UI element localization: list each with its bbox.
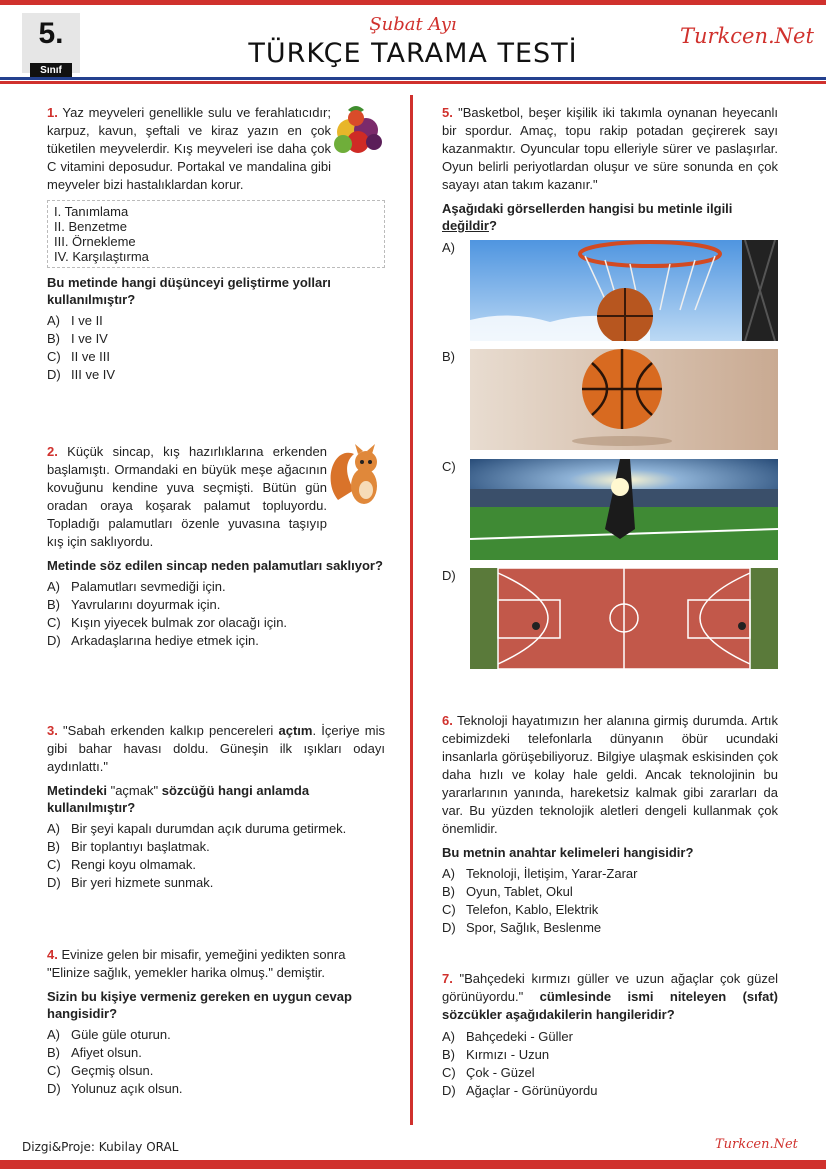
q2-option-b[interactable] (47, 596, 385, 614)
question-4 (47, 946, 385, 1098)
q4-option-d[interactable] (47, 1080, 385, 1098)
q5-q-part: Aşağıdaki görsellerden hangisi bu metinle ilgili (442, 201, 733, 216)
option-text: Yolunuz açık olsun. (71, 1081, 183, 1096)
option-letter: C) (47, 857, 61, 872)
question-7 (442, 970, 778, 1100)
q1-number: 1. (47, 105, 58, 120)
header-blue-stripe (0, 77, 826, 80)
q7-text: "Bahçedeki kırmızı güller ve uzun ağaçlar çok güzel görünüyordu." (442, 971, 778, 1004)
option-letter: C) (47, 1063, 61, 1078)
q1-option-a[interactable] (47, 312, 385, 330)
page-title: TÜRKÇE TARAMA TESTİ (248, 38, 578, 69)
column-divider (410, 95, 413, 1125)
brand-logo: Turkcen.Net (680, 24, 814, 48)
q5-option-c-letter: C) (442, 459, 456, 474)
option-letter: B) (47, 331, 60, 346)
option-text: Afiyet olsun. (71, 1045, 142, 1060)
q5-passage (442, 104, 778, 194)
option-letter: A) (47, 821, 60, 836)
option-letter: A) (47, 313, 60, 328)
q5-q-underline: değildir (442, 218, 489, 233)
q3-text-bold: açtım (278, 723, 313, 738)
box-item: IV. Karşılaştırma (54, 249, 149, 264)
q1-option-d[interactable] (47, 366, 385, 384)
q6-passage (442, 712, 778, 838)
option-letter: D) (442, 1083, 456, 1098)
q6-option-d[interactable] (442, 919, 778, 937)
option-letter: A) (47, 579, 60, 594)
q2-number: 2. (47, 444, 58, 459)
page-subtitle: Şubat Ayı (369, 14, 457, 35)
q7-option-d[interactable] (442, 1082, 778, 1100)
option-text: Bahçedeki - Güller (466, 1029, 573, 1044)
question-5 (442, 104, 778, 234)
question-3 (47, 722, 385, 892)
option-letter: D) (47, 367, 61, 382)
q3-question (47, 782, 385, 816)
q5-option-b-letter: B) (442, 349, 455, 364)
header-red-stripe (0, 81, 826, 84)
q5-text: "Basketbol, beşer kişilik iki takımla oynanan heyecanlı bir spordur. Amaç, topu rakip potadan geçirerek sayı kazanmaktır. Oyuncular topu elleriyle sürer ve paslaşırlar. Oyun belirli periyotlardan oluşur ve süre sonunda en çok sayayı atan takım kazanır." (442, 105, 778, 192)
q3-option-a[interactable] (47, 820, 385, 838)
q5-option-d-image[interactable] (470, 568, 778, 669)
q6-option-a[interactable] (442, 865, 778, 883)
q5-option-a-letter: A) (442, 240, 455, 255)
q3-q-part: sözcüğü hangi anlamda kullanılmıştır? (47, 783, 310, 815)
option-letter: C) (47, 349, 61, 364)
q1-text: Yaz meyveleri genellikle sulu ve ferahlatıcıdır; karpuz, kavun, şeftali ve kiraz yazın en çok tüketilen meyvelerdir. Kış meyveleri ise daha çok C vitamini deposudur. Portakal ve mandalina gibi meyveler bizi hastalıklardan korur. (47, 105, 331, 192)
q5-option-c-image[interactable] (470, 459, 778, 560)
q7-passage (442, 970, 778, 1024)
footer-credit: Dizgi&Proje: Kubilay ORAL (22, 1140, 179, 1154)
option-letter: D) (47, 633, 61, 648)
option-text: Güle güle oturun. (71, 1027, 171, 1042)
option-letter: B) (47, 1045, 60, 1060)
footer-red-stripe (0, 1160, 826, 1169)
option-letter: C) (47, 615, 61, 630)
q3-q-part: Metindeki (47, 783, 111, 798)
option-letter: D) (442, 920, 456, 935)
q4-option-b[interactable] (47, 1044, 385, 1062)
q6-number: 6. (442, 713, 453, 728)
option-letter: B) (47, 597, 60, 612)
q3-text-after: . İçeriye mis gibi bahar havası doldu. Güneşin ilk ışıkları odayı aydınlattı." (47, 723, 385, 774)
option-text: Geçmiş olsun. (71, 1063, 154, 1078)
box-item: I. Tanımlama (54, 204, 129, 219)
option-letter: A) (47, 1027, 60, 1042)
q2-text: Küçük sincap, kış hazırlıklarına erkenden başlamıştı. Ormandaki en büyük meşe ağacının kovuğunu kendine yuva seçmişti. Bütün gün oradan oraya koşarak palamut topluyordu. Topladığı palamutları özenle yuvasına taşıyıp kış için saklıyordu. (47, 444, 327, 549)
q6-option-b[interactable] (442, 883, 778, 901)
q1-option-c[interactable] (47, 348, 385, 366)
q5-option-b-image[interactable] (470, 349, 778, 450)
box-item: III. Örnekleme (54, 234, 136, 249)
q4-number: 4. (47, 947, 58, 962)
q4-text: Evinize gelen bir misafir, yemeğini yedikten sonra "Elinize sağlık, yemekler harika olmuş." demiştir. (47, 947, 346, 980)
option-text: Teknoloji, İletişim, Yarar-Zarar (466, 866, 638, 881)
q3-option-c[interactable] (47, 856, 385, 874)
question-6 (442, 712, 778, 937)
option-text: Çok - Güzel (466, 1065, 535, 1080)
grade-label: Sınıf (30, 63, 72, 79)
q5-number: 5. (442, 105, 453, 120)
q5-question (442, 200, 778, 234)
option-text: Rengi koyu olmamak. (71, 857, 196, 872)
option-letter: D) (47, 875, 61, 890)
q2-option-c[interactable] (47, 614, 385, 632)
q5-q-part: ? (488, 218, 497, 233)
q5-option-d-letter: D) (442, 568, 456, 583)
q2-option-d[interactable] (47, 632, 385, 650)
option-text: Bir yeri hizmete sunmak. (71, 875, 214, 890)
q6-option-c[interactable] (442, 901, 778, 919)
q3-number: 3. (47, 723, 58, 738)
option-text: Spor, Sağlık, Beslenme (466, 920, 602, 935)
q3-option-d[interactable] (47, 874, 385, 892)
q3-option-b[interactable] (47, 838, 385, 856)
q1-options-box (47, 200, 385, 268)
option-letter: D) (47, 1081, 61, 1096)
top-red-stripe (0, 0, 826, 5)
option-text: Bir toplantıyı başlatmak. (71, 839, 210, 854)
q3-passage (47, 722, 385, 776)
q6-question: Bu metnin anahtar kelimeleri hangisidir? (442, 845, 694, 860)
option-letter: A) (442, 1029, 455, 1044)
q2-option-a[interactable] (47, 578, 385, 596)
option-text: Oyun, Tablet, Okul (466, 884, 573, 899)
q2-question: Metinde söz edilen sincap neden palamutları saklıyor? (47, 558, 383, 573)
option-letter: B) (47, 839, 60, 854)
box-item: II. Benzetme (54, 219, 127, 234)
option-text: Arkadaşlarına hediye etmek için. (71, 633, 259, 648)
q7-option-c[interactable] (442, 1064, 778, 1082)
q1-option-b[interactable] (47, 330, 385, 348)
option-text: III ve IV (71, 367, 116, 382)
q1-question: Bu metinde hangi düşünceyi geliştirme yolları kullanılmıştır? (47, 275, 331, 307)
q7-question: cümlesinde ismi niteleyen (sıfat) sözcükler aşağıdakilerin hangileridir? (442, 989, 778, 1022)
option-text: II ve III (71, 349, 111, 364)
q4-option-a[interactable] (47, 1026, 385, 1044)
option-text: Kışın yiyecek bulmak zor olacağı için. (71, 615, 288, 630)
q3-q-part: "açmak" (110, 783, 159, 798)
option-letter: C) (442, 1065, 456, 1080)
fruit-basket-icon (328, 100, 386, 156)
q6-text: Teknoloji hayatımızın her alanına girmiş durumda. Artık cebimizdeki telefonlarla dünyanın öbür ucundaki insanlarla görüşebiliyoruz. Bilgiye ulaşmak eskisinden çok daha hızlı ve kolay hale geldi. Ancak teknolojinin bu yararlarının yanında, hareketsiz kalmak gibi zararları da var. Bu yüzden teknolojik aletleri dengeli kullanmak çok önemlidir. (442, 713, 778, 836)
option-text: I ve IV (71, 331, 108, 346)
option-text: Bir şeyi kapalı durumdan açık duruma getirmek. (71, 821, 347, 836)
q5-option-a-image[interactable] (470, 240, 778, 341)
option-text: Palamutları sevmediği için. (71, 579, 226, 594)
q4-question: Sizin bu kişiye vermeniz gereken en uygun cevap hangisidir? (47, 989, 352, 1021)
option-text: I ve II (71, 313, 103, 328)
option-letter: A) (442, 866, 455, 881)
option-text: Kırmızı - Uzun (466, 1047, 550, 1062)
grade-number: 5. (38, 17, 64, 50)
footer-brand: Turkcen.Net (715, 1137, 798, 1152)
option-text: Yavrularını doyurmak için. (71, 597, 221, 612)
squirrel-icon (328, 440, 386, 510)
q3-text-before: "Sabah erkenden kalkıp pencereleri (63, 723, 279, 738)
option-letter: B) (442, 884, 455, 899)
option-text: Ağaçlar - Görünüyordu (466, 1083, 598, 1098)
option-letter: C) (442, 902, 456, 917)
q4-passage (47, 946, 385, 982)
option-text: Telefon, Kablo, Elektrik (466, 902, 599, 917)
q4-option-c[interactable] (47, 1062, 385, 1080)
option-letter: B) (442, 1047, 455, 1062)
q7-option-b[interactable] (442, 1046, 778, 1064)
q7-number: 7. (442, 971, 453, 986)
q7-option-a[interactable] (442, 1028, 778, 1046)
